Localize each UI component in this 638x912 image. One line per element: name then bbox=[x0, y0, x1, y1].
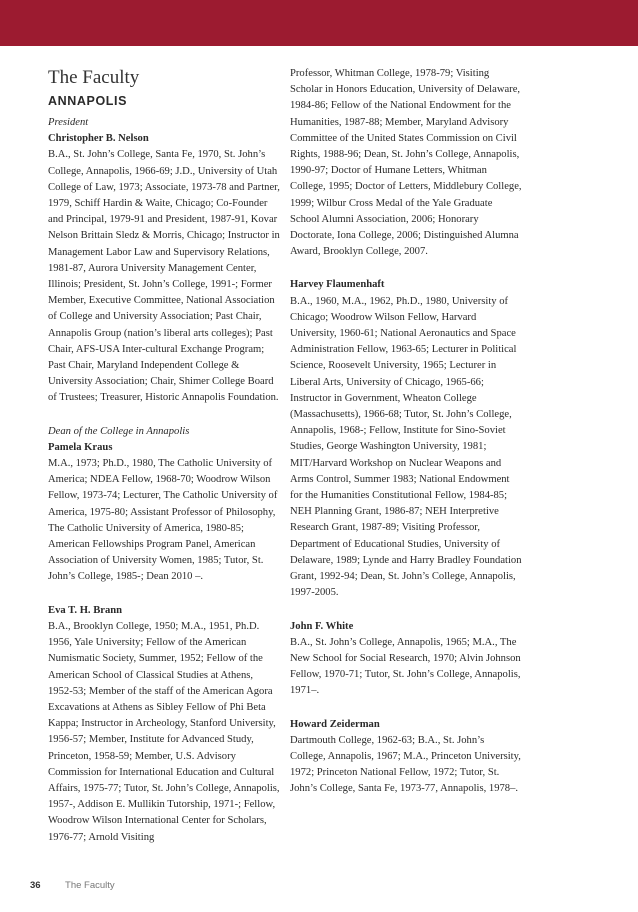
entry-bio: M.A., 1973; Ph.D., 1980, The Catholic University of America; NDEA Fellow, 1968-70; Woodrow Wilson Fellow, 1973-74; Lecturer, The Catholic University of America, 1975-80; Assistant Professor of Philosophy, The Catholic University of America, 1980-85; American Fellowships Program Panel, American Association of University Women, 1985; Tutor, St. John’s College, 1985-; Dean 2010 –. bbox=[48, 458, 278, 583]
page-footer bbox=[30, 880, 115, 891]
footer-section-label: The Faculty bbox=[65, 880, 115, 891]
right-column bbox=[290, 66, 522, 815]
entry-bio: B.A., Brooklyn College, 1950; M.A., 1951, Ph.D. 1956, Yale University; Fellow of the American Numismatic Society, Summer, 1952; Fellow of the American School of Classical Studies at Athens, 1952-53; Member of the staff of the American Agora Excavations at Athens as Sibley Fellow of Phi Beta Kappa; Instructor in Archeology, Stanford University, 1956-57; Member, Institute for Advanced Study, Princeton, 1958-59; Member, U.S. Advisory Commission for International Education and Cultural Affairs, 1975-77; Tutor, St. John’s College, Annapolis, 1957-, Addison E. Mullikin Tutorship, 1971-; Fellow, Woodrow Wilson International Center for Scholars, 1976-77; Arnold Visiting bbox=[48, 620, 280, 843]
section-heading: ANNAPOLIS bbox=[48, 94, 128, 108]
left-column bbox=[48, 66, 280, 863]
entry-name: Christopher B. Nelson bbox=[48, 133, 149, 145]
faculty-entry bbox=[48, 603, 280, 846]
entry-name: Howard Zeiderman bbox=[290, 718, 380, 730]
entry-role: Dean of the College in Annapolis bbox=[48, 425, 190, 437]
faculty-entry bbox=[48, 424, 280, 586]
entry-role: President bbox=[48, 117, 89, 128]
page-number: 36 bbox=[30, 880, 41, 891]
faculty-entry-continued bbox=[290, 66, 522, 260]
entry-name: John F. White bbox=[290, 620, 354, 632]
entry-name: Pamela Kraus bbox=[48, 441, 113, 453]
faculty-entry bbox=[290, 277, 522, 601]
page-title: The Faculty bbox=[48, 67, 140, 88]
faculty-entry bbox=[290, 717, 522, 798]
entry-bio: Professor, Whitman College, 1978-79; Visiting Scholar in Honors Education, University of Delaware, 1984-86; Fellow of the National Endowment for the Humanities, 1987-88; Member, Maryland Advisory Committee of the United States Commission on Civil Rights, 1988-96; Dean, St. John’s College, Annapolis, 1990-97; Doctor of Humane Letters, Whitman College, 1995; Doctor of Letters, Middlebury College, 1999; Wilbur Cross Medal of the Yale Graduate School Alumni Association, 2006; Honorary Doctorate, Iona College, 2006; Distinguished Alumna Award, Brooklyn College, 2007. bbox=[290, 68, 522, 258]
entry-bio: B.A., St. John’s College, Santa Fe, 1970, St. John’s College, Annapolis, 1966-69; J.D., University of Utah College of Law, 1973; Associate, 1973-78 and Partner, 1979, Schiff Hardin & Waite, Chicago; Co-Founder and Principal, 1979-91 and President, 1987-91, Kovar Nelson Brittain Sledz & Morris, Chicago; Instructor in Management Labor Law and Supervisory Relations, 1981-87, Aurora University Management Center, Illinois; President, St. John’s College, 1991-; Former Member, Executive Committee, National Association of College and University Association; Past Chair, Annapolis Group (nation’s liberal arts colleges); Past Chair, AFS-USA Inter-cultural Exchange Program; Past Chair, Maryland Independent College & University Association; Chair, Shimer College Board of Trustees; Treasurer, Historic Annapolis Foundation. bbox=[48, 149, 280, 404]
faculty-entry bbox=[48, 115, 280, 407]
entry-name: Eva T. H. Brann bbox=[48, 604, 123, 616]
faculty-entry bbox=[290, 619, 522, 700]
entry-bio: Dartmouth College, 1962-63; B.A., St. John’s College, Annapolis, 1967; M.A., Princeton University, 1972; Princeton National Fellow, 1972; Tutor, St. John’s College, Santa Fe, 1973-77, Annapolis, 1978–. bbox=[290, 734, 521, 795]
entry-name: Harvey Flaumenhaft bbox=[290, 279, 385, 291]
entry-bio: B.A., St. John’s College, Annapolis, 1965; M.A., The New School for Social Research, 1970; Alvin Johnson Fellow, 1970-71; Tutor, St. John’s College, Annapolis, 1971–. bbox=[290, 636, 521, 697]
entry-bio: B.A., 1960, M.A., 1962, Ph.D., 1980, University of Chicago; Woodrow Wilson Fellow, Harvard University, 1960-61; National Aeronautics and Space Administration Fellow, 1963-65; Lecturer in Political Science, Roosevelt University, 1965; Lecturer in Liberal Arts, University of Chicago, 1965-66; Instructor in Government, Wheaton College (Massachusetts), 1966-68; Tutor, St. John’s College, Annapolis, 1968-; Fellow, Institute for Sino-Soviet Studies, George Washington University, 1981; MIT/Harvard Workshop on Nuclear Weapons and Arms Control, Summer 1983; National Endowment for the Humanities Constitutional Fellow, 1984-85; NEH Planning Grant, 1986-87; NEH Interpretive Research Grant, 1987-89; Visiting Professor, Department of Educational Studies, University of Delaware, 1989; Lynde and Harry Bradley Foundation Grant, 1992-94; Dean, St. John’s College, Annapolis, 1997-2005. bbox=[290, 295, 522, 599]
header-band bbox=[0, 0, 638, 46]
